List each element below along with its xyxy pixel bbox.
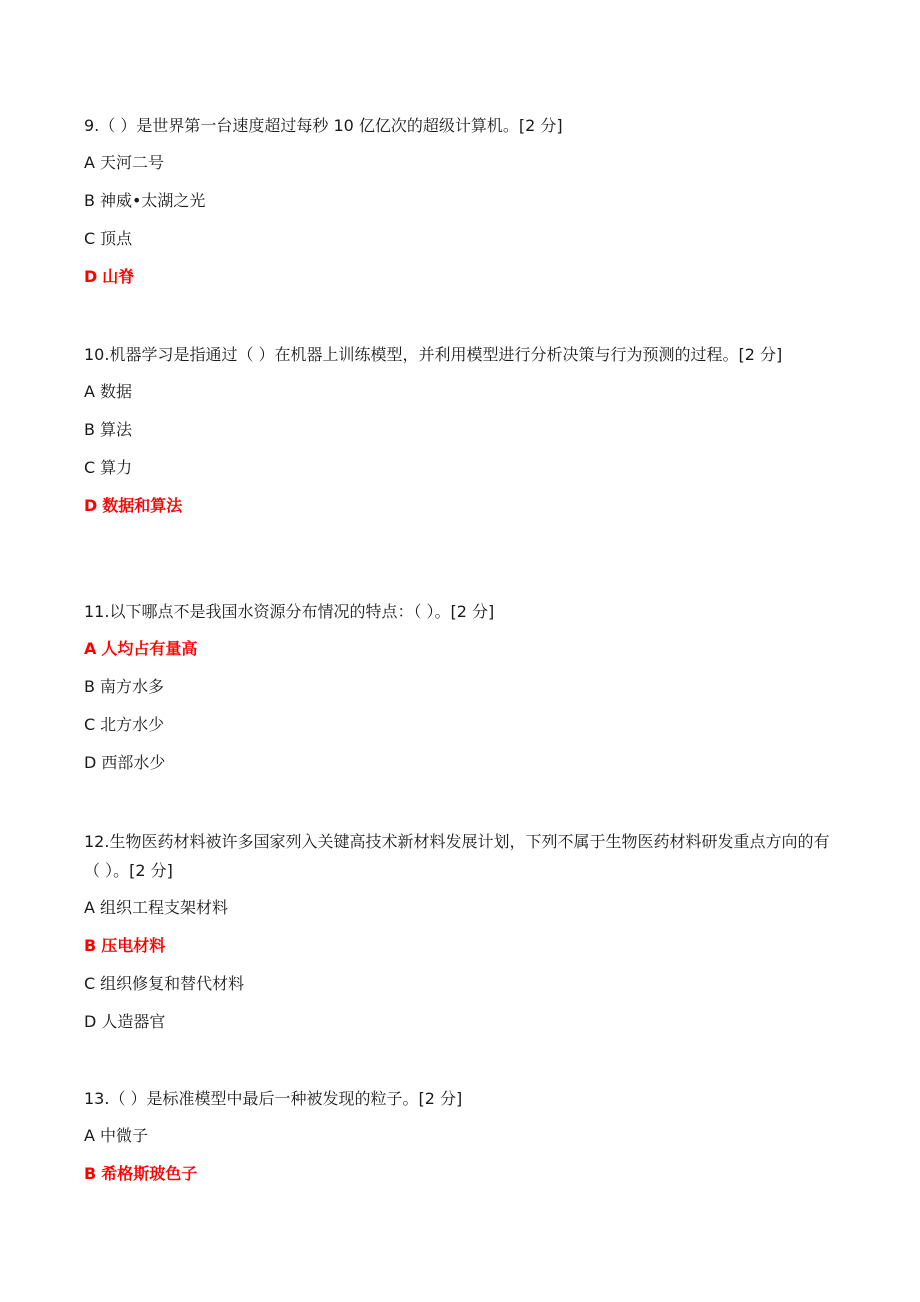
- option-letter: C: [84, 974, 96, 993]
- option-text: 西部水少: [101, 753, 166, 772]
- question-13: [84, 1084, 844, 1185]
- option-b: [84, 190, 844, 212]
- option-letter: D: [84, 753, 97, 772]
- option-letter: D: [84, 267, 98, 286]
- option-c: [84, 714, 844, 736]
- question-stem: 10.机器学习是指通过（ ）在机器上训练模型，并利用模型进行分析决策与行为预测的过程。[2 分]: [84, 345, 783, 364]
- option-letter: D: [84, 496, 98, 515]
- option-list: [84, 152, 844, 288]
- option-letter: A: [84, 153, 95, 172]
- option-letter: B: [84, 1164, 97, 1183]
- option-c: [84, 228, 844, 250]
- option-a: [84, 381, 844, 403]
- question-stem: 12.生物医药材料被许多国家列入关键高技术新材料发展计划，下列不属于生物医药材料研发重点方向的有（ ）。[2 分]: [84, 832, 830, 880]
- option-text: 压电材料: [101, 936, 166, 955]
- option-letter: A: [84, 1126, 95, 1145]
- option-text: 人均占有量高: [101, 639, 198, 658]
- option-text: 人造器官: [101, 1012, 166, 1031]
- option-b: [84, 419, 844, 441]
- question-stem: 13.（ ）是标准模型中最后一种被发现的粒子。[2 分]: [84, 1089, 463, 1108]
- option-d: [84, 752, 844, 774]
- option-text: 组织修复和替代材料: [100, 974, 245, 993]
- question-11: [84, 597, 844, 774]
- option-c: [84, 457, 844, 479]
- option-letter: B: [84, 191, 95, 210]
- option-list: [84, 1125, 844, 1185]
- option-b: [84, 676, 844, 698]
- option-text: 组织工程支架材料: [99, 898, 228, 917]
- option-text: 天河二号: [99, 153, 164, 172]
- option-letter: D: [84, 1012, 97, 1031]
- question-stem: 9.（ ）是世界第一台速度超过每秒 10 亿亿次的超级计算机。[2 分]: [84, 116, 563, 135]
- option-letter: C: [84, 229, 96, 248]
- option-text: 北方水少: [100, 715, 165, 734]
- option-letter: B: [84, 677, 95, 696]
- option-letter: B: [84, 936, 97, 955]
- option-text: 山脊: [102, 267, 135, 286]
- option-a-correct: [84, 638, 844, 660]
- option-list: [84, 381, 844, 517]
- option-d-correct: [84, 266, 844, 288]
- option-list: [84, 897, 844, 1033]
- question-9: [84, 111, 844, 288]
- option-b-correct: [84, 935, 844, 957]
- option-text: 中微子: [99, 1126, 148, 1145]
- option-text: 数据: [99, 382, 132, 401]
- option-letter: A: [84, 898, 95, 917]
- option-text: 算法: [99, 420, 132, 439]
- question-12: [84, 827, 844, 1033]
- option-a: [84, 1125, 844, 1147]
- option-text: 顶点: [100, 229, 133, 248]
- option-letter: C: [84, 715, 96, 734]
- option-d: [84, 1011, 844, 1033]
- option-letter: A: [84, 382, 95, 401]
- option-a: [84, 897, 844, 919]
- option-letter: A: [84, 639, 97, 658]
- option-d-correct: [84, 495, 844, 517]
- question-stem: 11.以下哪点不是我国水资源分布情况的特点：（ ）。[2 分]: [84, 602, 495, 621]
- option-text: 神威•太湖之光: [99, 191, 206, 210]
- option-letter: B: [84, 420, 95, 439]
- option-text: 希格斯玻色子: [101, 1164, 198, 1183]
- option-a: [84, 152, 844, 174]
- option-text: 南方水多: [99, 677, 164, 696]
- option-text: 算力: [100, 458, 133, 477]
- option-text: 数据和算法: [102, 496, 183, 515]
- option-letter: C: [84, 458, 96, 477]
- option-b-correct: [84, 1163, 844, 1185]
- question-10: [84, 340, 844, 517]
- option-c: [84, 973, 844, 995]
- option-list: [84, 638, 844, 774]
